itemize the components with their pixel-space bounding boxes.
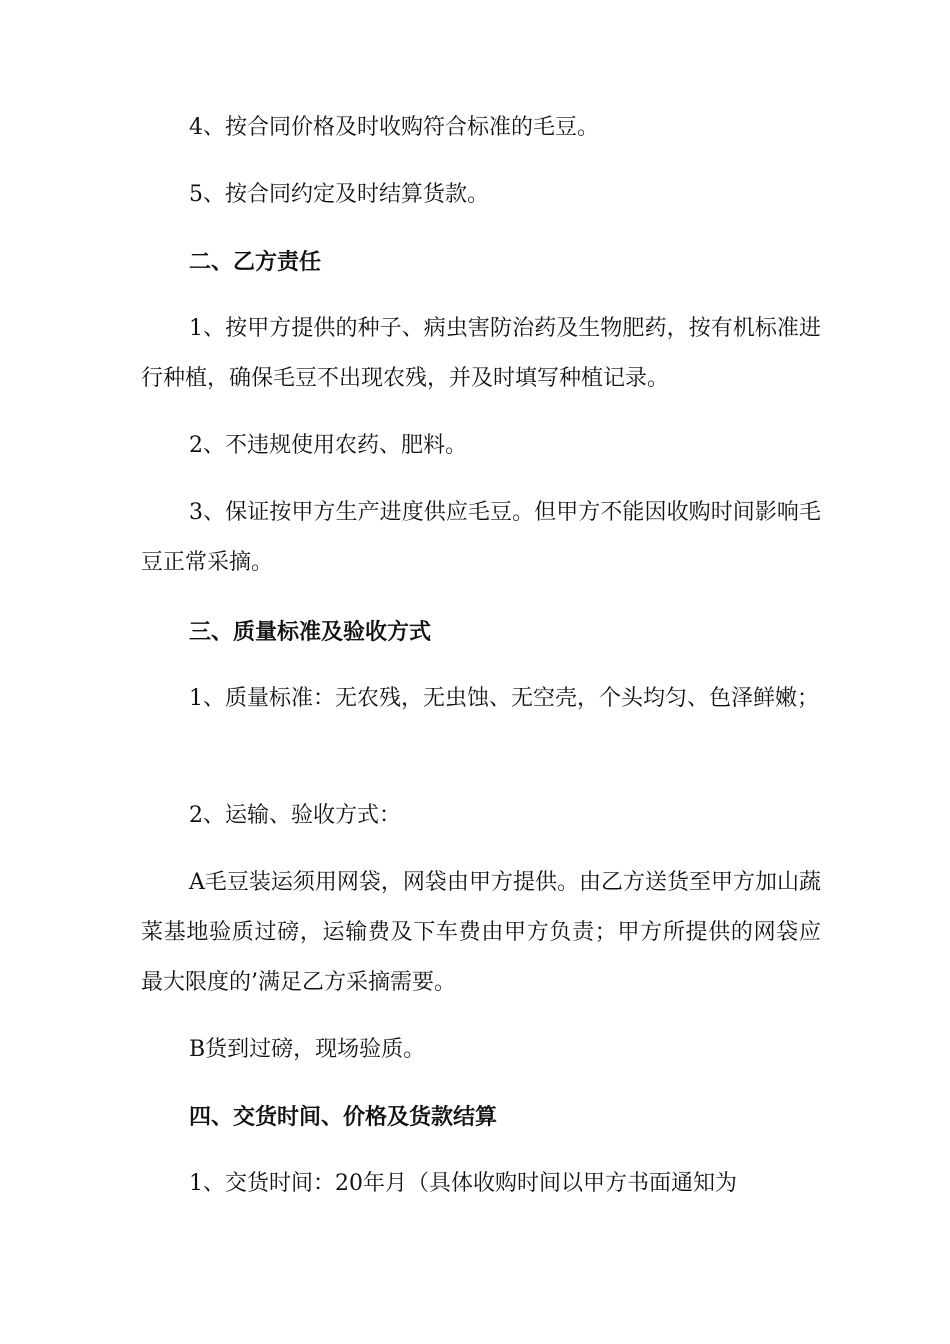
- paragraph-clause-5: 5、按合同约定及时结算货款。: [189, 182, 489, 207]
- paragraph-party-b-1: 1、按甲方提供的种子、病虫害防治药及生物肥药，按有机标准进行种植，确保毛豆不出现农残，并及时填写种植记录。: [141, 316, 821, 391]
- paragraph-clause-4: 4、按合同价格及时收购符合标准的毛豆。: [189, 115, 599, 140]
- paragraph-party-b-2: 2、不违规使用农药、肥料。: [189, 433, 467, 458]
- paragraph-quality-1: 1、质量标准：无农残，无虫蚀、无空壳，个头均匀、色泽鲜嫩；: [189, 686, 819, 711]
- section-heading-quality: 三、质量标准及验收方式: [189, 619, 432, 645]
- paragraph-quality-b: B货到过磅，现场验质。: [189, 1037, 426, 1062]
- paragraph-quality-a: A毛豆装运须用网袋，网袋由甲方提供。由乙方送货至甲方加山蔬菜基地验质过磅，运输费及下车费由甲方负责；甲方所提供的网袋应最大限度的’满足乙方采摘需要。: [141, 870, 821, 995]
- paragraph-party-b-3: 3、保证按甲方生产进度供应毛豆。但甲方不能因收购时间影响毛豆正常采摘。: [141, 500, 821, 575]
- section-heading-delivery: 四、交货时间、价格及货款结算: [189, 1104, 498, 1130]
- paragraph-quality-2: 2、运输、验收方式：: [189, 803, 401, 828]
- paragraph-delivery-1: 1、交货时间：20年月（具体收购时间以甲方书面通知为: [189, 1171, 737, 1196]
- section-heading-party-b: 二、乙方责任: [189, 249, 322, 275]
